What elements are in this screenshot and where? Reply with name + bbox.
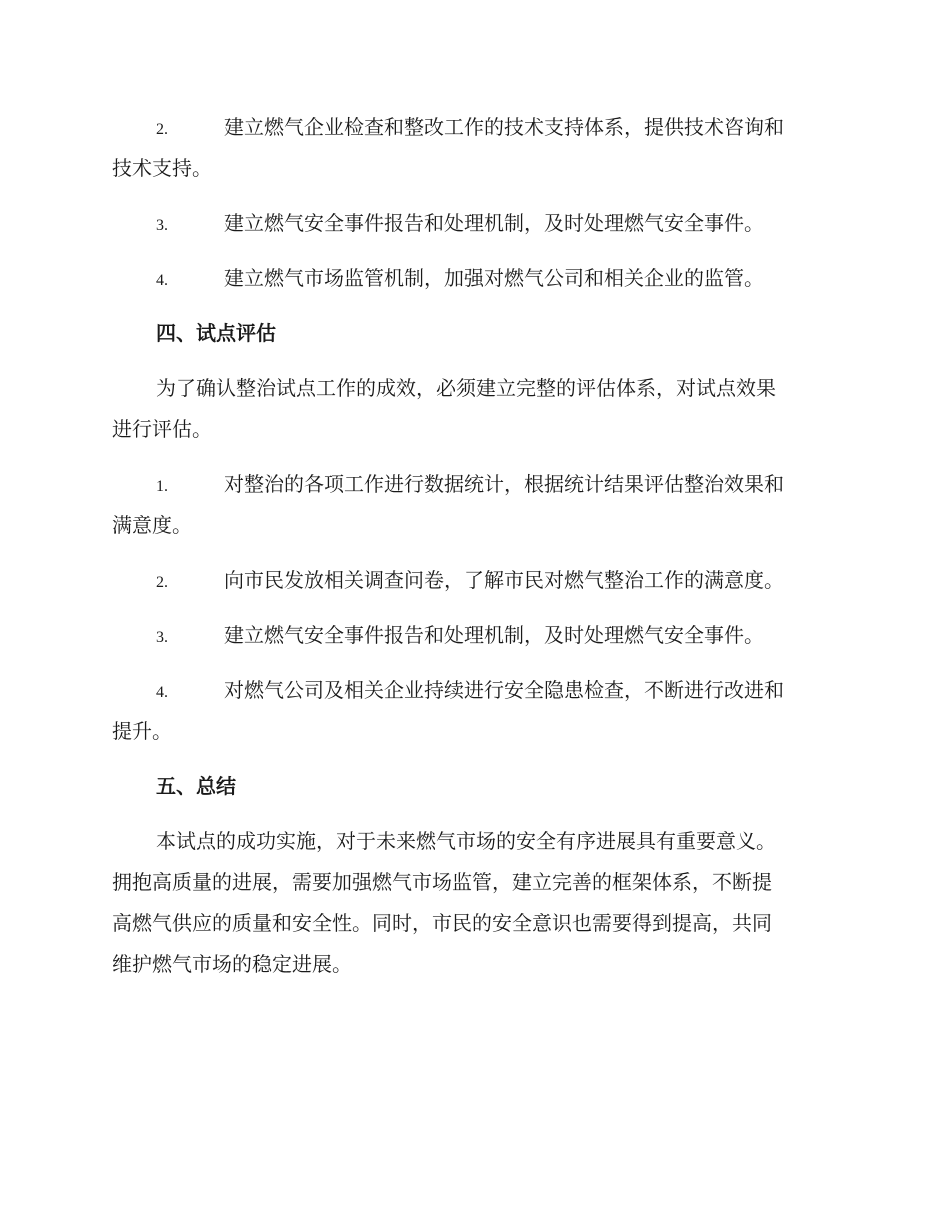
list-text-continued: 提升。 [112, 719, 172, 743]
list-item [112, 560, 834, 601]
paragraph-line: 维护燃气市场的稳定进展。 [112, 952, 352, 976]
list-item [112, 615, 834, 656]
list-number: 2. [156, 121, 168, 138]
list-number: 4. [156, 684, 168, 701]
list-text: 对整治的各项工作进行数据统计，根据统计结果评估整治效果和 [224, 472, 784, 496]
paragraph-line: 拥抱高质量的进展，需要加强燃气市场监管，建立完善的框架体系，不断提 [112, 870, 772, 894]
list-text: 对燃气公司及相关企业持续进行安全隐患检查，不断进行改进和 [224, 678, 784, 702]
paragraph-line: 进行评估。 [112, 417, 212, 441]
list-text: 向市民发放相关调查问卷，了解市民对燃气整治工作的满意度。 [224, 568, 784, 592]
list-text-continued: 技术支持。 [112, 156, 212, 180]
list-item [112, 107, 834, 189]
paragraph-line: 本试点的成功实施，对于未来燃气市场的安全有序进展具有重要意义。 [156, 829, 776, 853]
list-item [112, 670, 834, 752]
list-text: 建立燃气市场监管机制，加强对燃气公司和相关企业的监管。 [224, 266, 764, 290]
list-text-continued: 满意度。 [112, 513, 192, 537]
document-body [112, 107, 834, 985]
list-text: 建立燃气安全事件报告和处理机制，及时处理燃气安全事件。 [224, 211, 764, 235]
list-item [112, 258, 834, 299]
list-number: 1. [156, 478, 168, 495]
paragraph-line: 高燃气供应的质量和安全性。同时，市民的安全意识也需要得到提高，共同 [112, 911, 772, 935]
paragraph [112, 368, 834, 450]
list-text: 建立燃气安全事件报告和处理机制，及时处理燃气安全事件。 [224, 623, 764, 647]
list-number: 4. [156, 272, 168, 289]
list-number: 3. [156, 629, 168, 646]
list-number: 3. [156, 217, 168, 234]
paragraph-line: 为了确认整治试点工作的成效，必须建立完整的评估体系，对试点效果 [156, 376, 776, 400]
section-heading: 四、试点评估 [156, 321, 276, 345]
list-item [112, 464, 834, 546]
list-number: 2. [156, 574, 168, 591]
list-text: 建立燃气企业检查和整改工作的技术支持体系，提供技术咨询和 [224, 115, 784, 139]
paragraph [112, 821, 834, 985]
list-item [112, 203, 834, 244]
section-heading: 五、总结 [156, 774, 236, 798]
